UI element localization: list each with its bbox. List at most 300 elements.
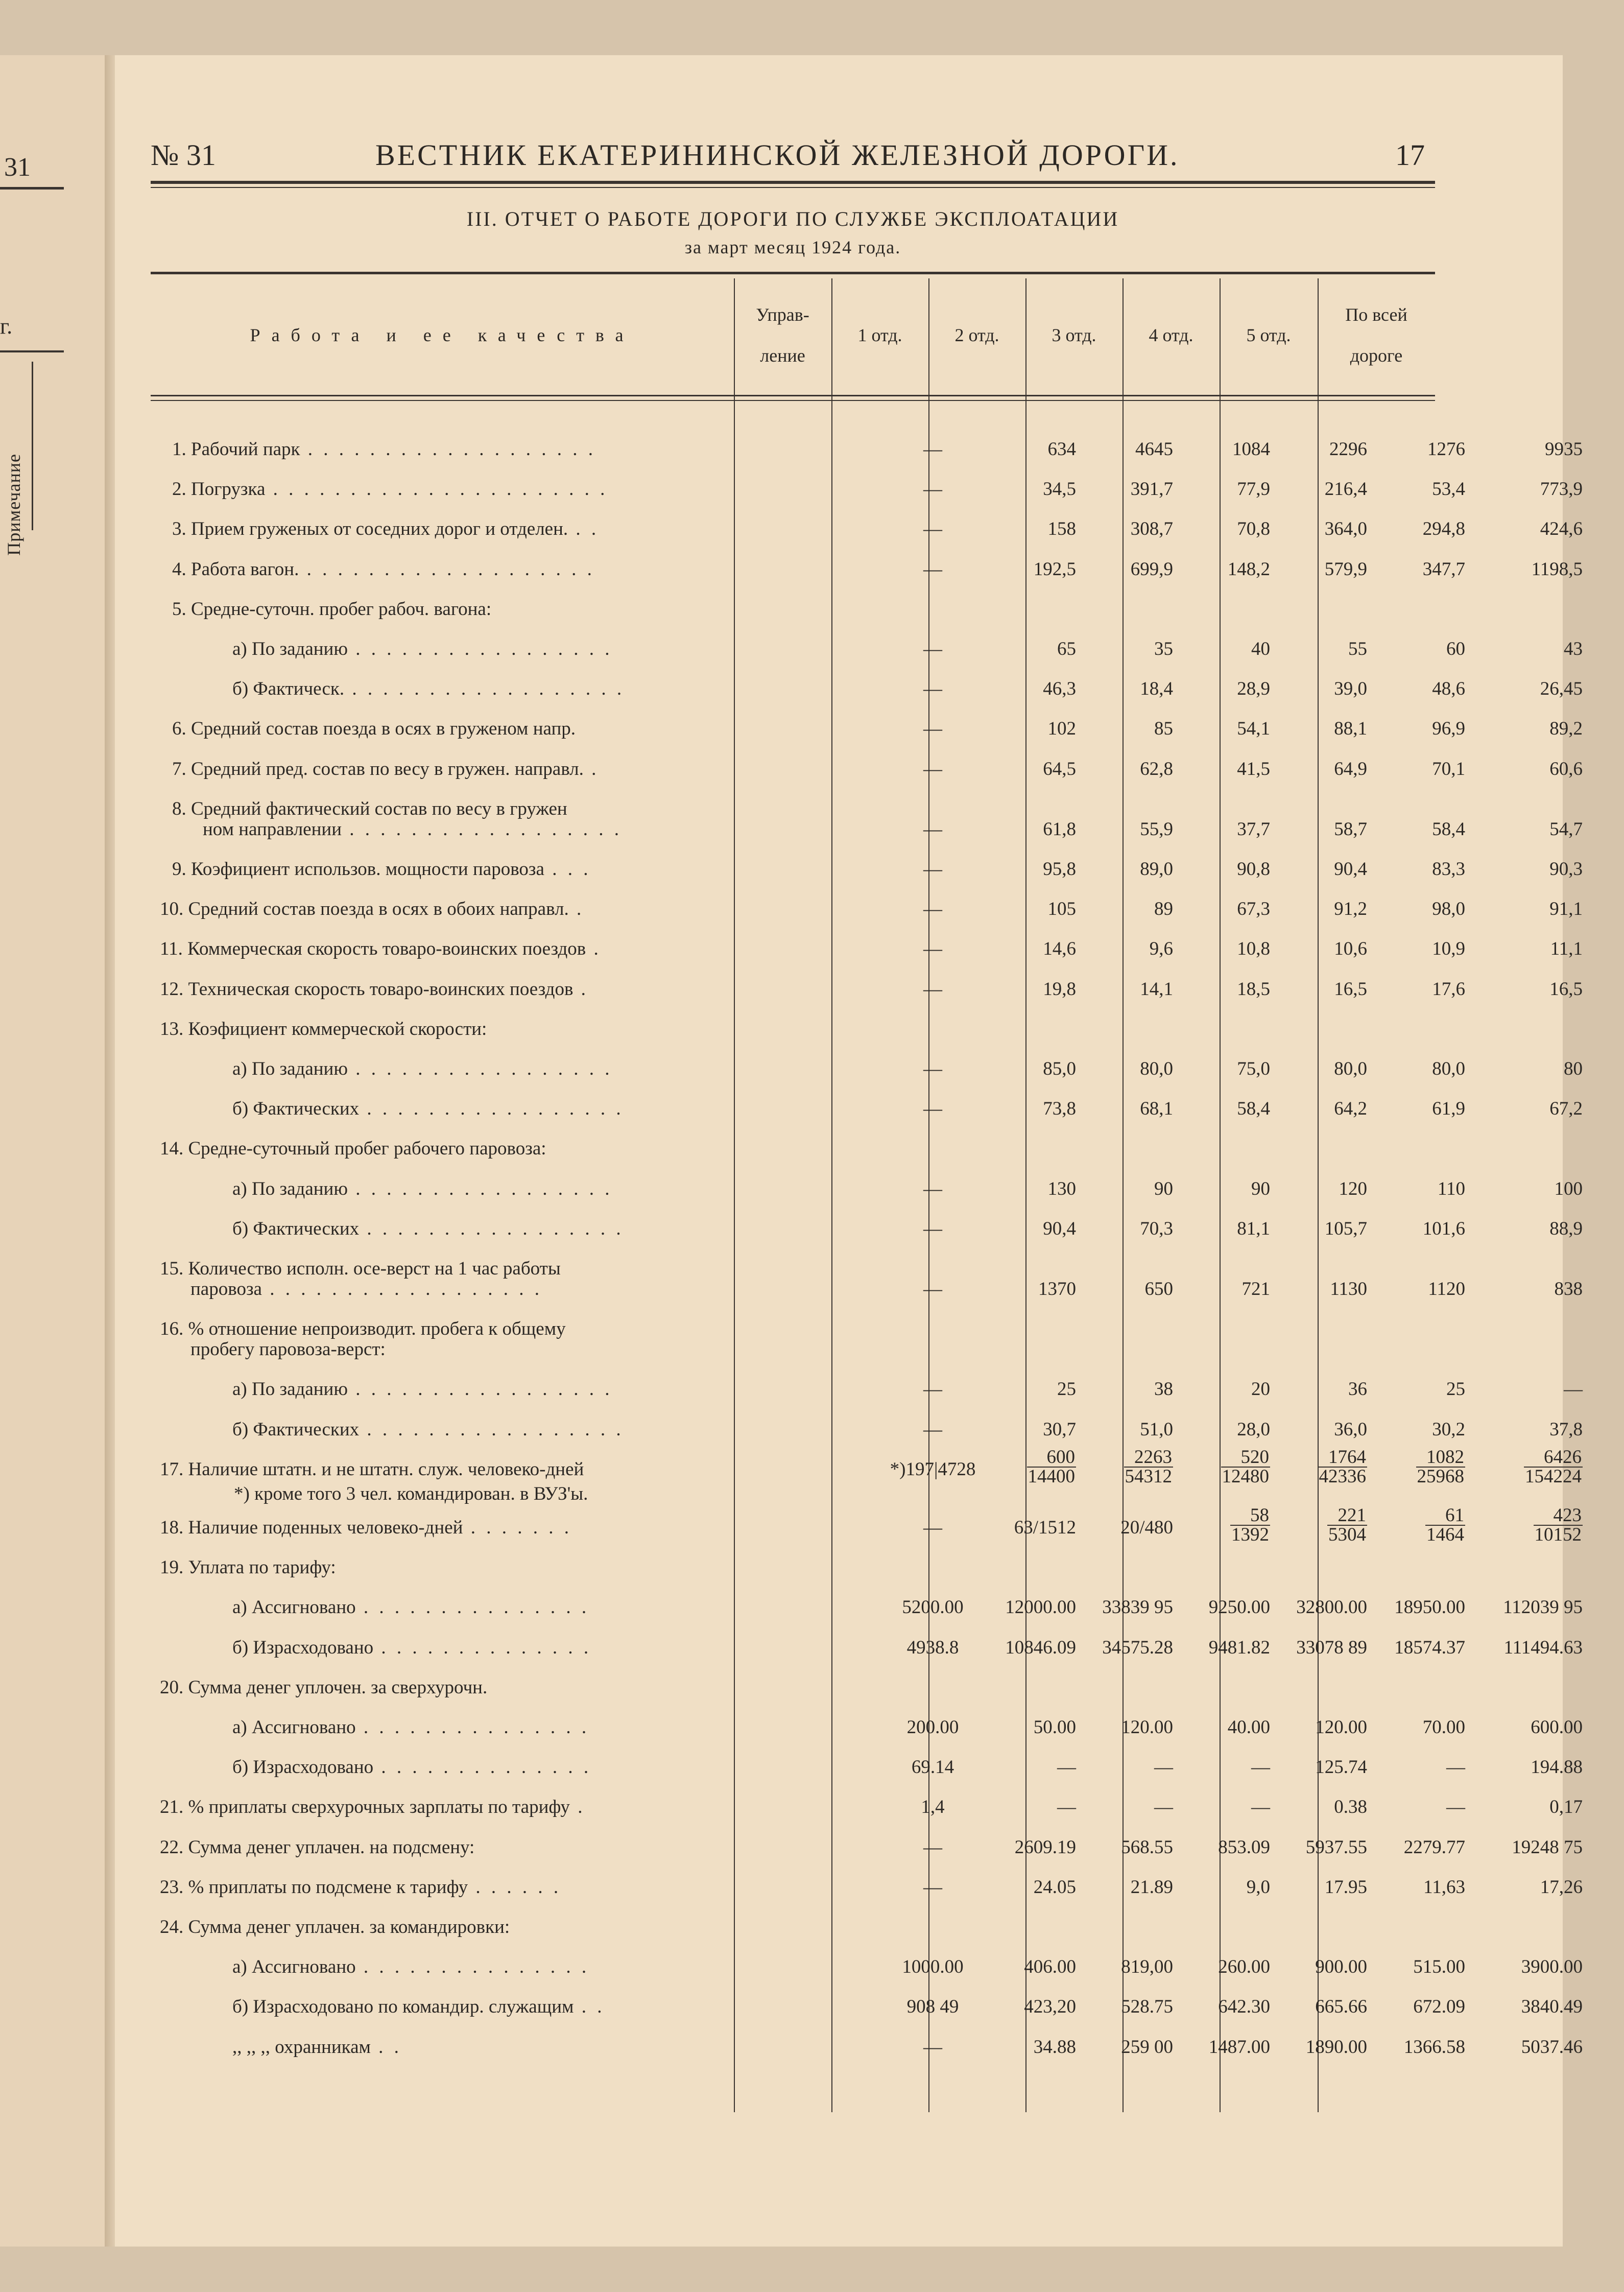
page-header <box>151 138 1435 172</box>
fraction-numerator: 6426 <box>1524 1448 1583 1468</box>
cell-col-2: — <box>1057 1757 1076 1778</box>
cell-col-3: 9,6 <box>1149 938 1173 960</box>
cell-col-6 <box>1372 1506 1465 1545</box>
cell-col-1: — <box>923 899 942 920</box>
cell-col-2: 25 <box>1057 1379 1076 1400</box>
header-separator-thin <box>151 400 1435 401</box>
cell-col-6: 80,0 <box>1432 1058 1465 1079</box>
cell-col-5: 88,1 <box>1334 718 1367 740</box>
row-label-text: 3. Прием груженых от соседних дорог и отделен. <box>172 518 568 540</box>
cell-col-4: — <box>1251 1757 1270 1778</box>
cell-col-7: 194.88 <box>1531 1757 1583 1778</box>
cell-col-7: 5037.46 <box>1521 2036 1583 2058</box>
fraction-numerator: 520 <box>1221 1448 1271 1468</box>
cell-col-7: 100 <box>1554 1178 1583 1199</box>
cell-col-6: 515.00 <box>1413 1956 1465 1978</box>
column-header-5: 4 отд. <box>1149 325 1193 345</box>
row-label <box>160 1319 566 1360</box>
cell-col-4: 9481.82 <box>1208 1637 1270 1658</box>
cell-col-1: — <box>923 1419 942 1440</box>
fraction-denominator: 1464 <box>1426 1524 1464 1545</box>
header-rule-thin <box>151 187 1435 188</box>
row-label <box>232 1099 624 1119</box>
fraction-value <box>1425 1506 1465 1544</box>
fraction-denominator: 54312 <box>1125 1466 1172 1487</box>
cell-col-1: 1000.00 <box>902 1956 964 1978</box>
row-label-text: ,, ,, ,, охранникам <box>232 2036 371 2058</box>
row-label-text: 4. Работа вагон. <box>172 558 299 580</box>
cell-col-3: 80,0 <box>1140 1058 1173 1079</box>
left-mark: г. <box>0 314 13 339</box>
cell-col-2: 12000.00 <box>1005 1597 1076 1618</box>
cell-col-2 <box>984 1448 1076 1487</box>
cell-col-7 <box>1470 1506 1583 1545</box>
cell-col-7: 3900.00 <box>1521 1956 1583 1978</box>
cell-col-2: 73,8 <box>1043 1098 1076 1120</box>
cell-col-4: 18,5 <box>1237 978 1270 1000</box>
cell-col-4 <box>1178 1448 1270 1487</box>
cell-col-7: 838 <box>1554 1279 1583 1299</box>
cell-col-4: 148,2 <box>1227 558 1270 580</box>
cell-col-5: 5937.55 <box>1305 1836 1367 1858</box>
cell-col-6: 101,6 <box>1422 1218 1465 1239</box>
row-label-text-2: ном направлении <box>203 818 342 840</box>
row-label <box>232 2037 402 2058</box>
cell-col-1: — <box>923 1058 942 1079</box>
fraction-denominator: 14400 <box>1028 1466 1075 1487</box>
cell-col-5: 33078 89 <box>1296 1637 1367 1658</box>
cell-col-4: 67,3 <box>1237 899 1270 920</box>
cell-col-3: 528.75 <box>1121 1996 1173 2018</box>
cell-col-1: *)197|4728 <box>890 1458 976 1480</box>
left-rule-2 <box>0 350 64 352</box>
cell-col-7: 600.00 <box>1531 1717 1583 1738</box>
row-label-text: 23. % приплаты по подсмене к тарифу <box>160 1876 468 1898</box>
cell-col-4: 90 <box>1251 1178 1270 1199</box>
cell-col-3: 70,3 <box>1140 1218 1173 1239</box>
leader-dots: . . . . . . . . . . . . . . . <box>355 1956 590 1978</box>
cell-col-1: 4938.8 <box>906 1637 959 1658</box>
cell-col-4: 642.30 <box>1218 1996 1270 2018</box>
cell-col-6: 18950.00 <box>1394 1597 1465 1618</box>
cell-col-7: 88,9 <box>1549 1218 1583 1239</box>
cell-col-4: 75,0 <box>1237 1058 1270 1079</box>
cell-col-5: 55 <box>1348 639 1367 659</box>
issue-number: № 31 <box>151 138 216 172</box>
fraction-numerator: 600 <box>1027 1448 1077 1468</box>
row-label-text: 16. % отношение непроизводит. пробега к общему <box>160 1318 566 1340</box>
row-label-text: 7. Средний пред. состав по весу в гружен. направл. <box>172 758 584 779</box>
fraction-numerator: 2263 <box>1124 1448 1174 1468</box>
fraction-value <box>1318 1448 1368 1486</box>
cell-col-5: 64,9 <box>1334 758 1367 779</box>
cell-col-3: — <box>1154 1797 1173 1818</box>
fraction-denominator: 5304 <box>1328 1524 1366 1545</box>
row-label-text: 8. Средний фактический состав по весу в гружен <box>172 798 567 819</box>
cell-col-5: 1890.00 <box>1305 2036 1367 2058</box>
row-label <box>172 599 491 620</box>
row-label <box>160 1259 561 1299</box>
cell-col-5: 36,0 <box>1334 1419 1367 1440</box>
cell-col-3: 259 00 <box>1121 2036 1173 2058</box>
cell-col-6 <box>1372 1448 1465 1487</box>
cell-col-1: 200.00 <box>906 1717 959 1738</box>
cell-col-5: 1130 <box>1330 1279 1367 1299</box>
cell-col-7: 67,2 <box>1549 1098 1583 1120</box>
cell-col-6: 25 <box>1446 1379 1465 1400</box>
cell-col-3: 18,4 <box>1140 678 1173 700</box>
row-label-text: б) Израсходовано по командир. служащим <box>232 1996 574 2018</box>
row-label-text: б) Фактических <box>232 1218 360 1239</box>
row-label-text: 12. Техническая скорость товаро-воинских поездов <box>160 978 574 1000</box>
row-label-text: 1. Рабочий парк <box>172 439 300 460</box>
cell-col-1: 1,4 <box>921 1797 945 1818</box>
cell-col-7: 17,26 <box>1540 1876 1583 1898</box>
cell-col-5: 39,0 <box>1334 678 1367 700</box>
cell-col-5: 80,0 <box>1334 1058 1367 1079</box>
leader-dots: . . . . . . . . . . . . . . . . . <box>348 639 613 659</box>
leader-dots: . . . . . . . <box>463 1517 572 1538</box>
cell-col-3: 85 <box>1154 718 1173 740</box>
row-label-text: 14. Средне-суточный пробег рабочего паровоза: <box>160 1138 546 1160</box>
leader-dots: . <box>568 899 585 920</box>
fraction-value <box>1027 1448 1077 1486</box>
cell-col-7: 90,3 <box>1549 859 1583 880</box>
fraction-numerator: 1082 <box>1416 1448 1466 1468</box>
cell-col-3: 14,1 <box>1140 978 1173 1000</box>
cell-col-2: 34.88 <box>1033 2036 1076 2058</box>
row-label <box>232 1420 624 1440</box>
cell-col-6: — <box>1446 1797 1465 1818</box>
cell-col-2: 105 <box>1047 899 1076 920</box>
row-label <box>160 899 584 919</box>
row-label <box>172 759 599 779</box>
column-header-4: 3 отд. <box>1052 325 1096 345</box>
cell-col-4: 28,9 <box>1237 678 1270 700</box>
cell-col-3: 568.55 <box>1121 1836 1173 1858</box>
cell-col-7: 89,2 <box>1549 718 1583 740</box>
row-label <box>232 1179 613 1199</box>
cell-col-1: — <box>923 938 942 960</box>
cell-col-5: 120 <box>1339 1178 1367 1199</box>
report-period: за март месяц 1924 года. <box>684 237 901 257</box>
column-header-2: 1 отд. <box>857 325 902 345</box>
cell-col-3: 20/480 <box>1120 1517 1173 1538</box>
cell-col-4: — <box>1251 1797 1270 1818</box>
cell-col-2: 10846.09 <box>1005 1637 1076 1658</box>
cell-col-6: 61,9 <box>1432 1098 1465 1120</box>
cell-col-1: — <box>923 1178 942 1199</box>
cell-col-2: 14,6 <box>1043 938 1076 960</box>
leader-dots: . . . . . . <box>468 1876 562 1898</box>
cell-col-3 <box>1081 1448 1173 1487</box>
row-label-text: б) Израсходовано <box>232 1757 374 1778</box>
cell-col-6: 70,1 <box>1432 758 1465 779</box>
cell-col-6: 10,9 <box>1432 938 1465 960</box>
cell-col-3: 89 <box>1154 899 1173 920</box>
cell-col-2: 24.05 <box>1033 1876 1076 1898</box>
fraction-value <box>1524 1448 1583 1486</box>
cell-col-6: 70.00 <box>1422 1717 1465 1738</box>
cell-col-5: 32800.00 <box>1296 1597 1367 1618</box>
cell-col-4: 54,1 <box>1237 718 1270 740</box>
row-label <box>232 679 625 699</box>
cell-col-1: — <box>923 1379 942 1400</box>
cell-col-4: 9250.00 <box>1208 1597 1270 1618</box>
cell-col-3: 34575.28 <box>1102 1637 1173 1658</box>
cell-col-5: 120.00 <box>1315 1717 1367 1738</box>
fraction-numerator: 423 <box>1534 1506 1583 1526</box>
row-label-text: 19. Уплата по тарифу: <box>160 1557 336 1578</box>
cell-col-3: 38 <box>1154 1379 1173 1400</box>
cell-col-1: — <box>923 1836 942 1858</box>
cell-col-5 <box>1275 1448 1367 1487</box>
cell-col-6: 1276 <box>1427 439 1465 460</box>
column-line <box>831 278 832 2112</box>
cell-col-5: 125.74 <box>1315 1757 1367 1778</box>
row-label-text: а) По заданию <box>232 1178 348 1199</box>
row-label-text: 21. % приплаты сверхурочных зарплаты по тарифу <box>160 1797 570 1818</box>
cell-col-1: — <box>923 639 942 659</box>
table-top-rule <box>151 272 1435 274</box>
row-label-text-2: паровоза <box>190 1279 262 1299</box>
cell-col-2: 19,8 <box>1043 978 1076 1000</box>
fraction-value <box>1534 1506 1583 1544</box>
cell-col-4: 70,8 <box>1237 518 1270 540</box>
left-note-label: Примечание <box>4 454 24 556</box>
cell-col-6: 96,9 <box>1432 718 1465 740</box>
leader-dots: . . . <box>544 859 591 880</box>
cell-col-7: 9935 <box>1545 439 1583 460</box>
header-rule <box>151 181 1435 184</box>
cell-col-2: 65 <box>1057 639 1076 659</box>
cell-col-5: 90,4 <box>1334 859 1367 880</box>
cell-col-5: 17.95 <box>1324 1876 1367 1898</box>
cell-col-1: — <box>923 479 942 500</box>
header-separator <box>151 395 1435 396</box>
cell-col-1: — <box>923 439 942 460</box>
leader-dots: . . . . . . . . . . . . . . . . . <box>359 1218 624 1239</box>
cell-col-4: 40 <box>1251 639 1270 659</box>
cell-col-3: 90 <box>1154 1178 1173 1199</box>
cell-col-7: — <box>1564 1379 1583 1400</box>
cell-col-3: 650 <box>1144 1279 1173 1299</box>
cell-col-2: 192,5 <box>1033 558 1076 580</box>
fraction-numerator: 221 <box>1327 1506 1367 1526</box>
cell-col-4: 90,8 <box>1237 859 1270 880</box>
cell-col-7: 91,1 <box>1549 899 1583 920</box>
cell-col-4: 9,0 <box>1246 1876 1270 1898</box>
row-label-text: а) Ассигновано <box>232 1956 356 1978</box>
cell-col-4: 853.09 <box>1218 1836 1270 1858</box>
row-label-text: 15. Количество исполн. осе-верст на 1 час работы <box>160 1258 561 1279</box>
cell-col-1: — <box>923 1279 942 1299</box>
row-label <box>172 439 596 460</box>
column-header-0: Работа и ее качества <box>250 325 635 345</box>
cell-col-2: 423,20 <box>1024 1996 1076 2018</box>
cell-col-2: 50.00 <box>1033 1717 1076 1738</box>
leader-dots: . . . . . . . . . . . . . . . . . <box>359 1098 624 1120</box>
fraction-denominator: 12480 <box>1222 1466 1269 1487</box>
row-label <box>172 719 576 739</box>
row-label-text: 2. Погрузка <box>172 479 266 500</box>
cell-col-1: — <box>923 1517 942 1538</box>
column-line <box>734 278 735 2112</box>
cell-col-5: 36 <box>1348 1379 1367 1400</box>
cell-col-1: — <box>923 2036 942 2058</box>
cell-col-4: 77,9 <box>1237 479 1270 500</box>
cell-col-7: 111494.63 <box>1503 1637 1583 1658</box>
cell-col-7: 112039 95 <box>1503 1597 1583 1618</box>
row-label <box>232 1717 589 1738</box>
cell-col-3: 62,8 <box>1140 758 1173 779</box>
cell-col-2: 406.00 <box>1024 1956 1076 1978</box>
cell-col-2: 61,8 <box>1043 818 1076 840</box>
row-label <box>232 1219 624 1239</box>
row-label-text: 11. Коммерческая скорость товаро-воинских поездов <box>160 938 586 960</box>
cell-col-4 <box>1178 1506 1270 1545</box>
fraction-denominator: 1392 <box>1231 1524 1269 1545</box>
row-label <box>160 1837 474 1858</box>
cell-col-5: 900.00 <box>1315 1956 1367 1978</box>
cell-col-6: 60 <box>1446 639 1465 659</box>
row-label-text: а) По заданию <box>232 1379 348 1400</box>
cell-col-1: — <box>923 558 942 580</box>
row-label <box>232 639 613 659</box>
cell-col-5: 579,9 <box>1324 558 1367 580</box>
cell-col-3: 120.00 <box>1121 1717 1173 1738</box>
leader-dots: . . . . . . . . . . . . . . . <box>355 1597 590 1618</box>
cell-col-4: 10,8 <box>1237 938 1270 960</box>
cell-col-7: 60,6 <box>1549 758 1583 779</box>
row-label <box>160 1917 510 1937</box>
cell-col-5: 0.38 <box>1334 1797 1367 1818</box>
row-label <box>160 1459 584 1480</box>
leader-dots: . . <box>568 518 600 540</box>
row-label <box>232 1597 589 1618</box>
cell-col-3: 55,9 <box>1140 818 1173 840</box>
cell-col-5: 216,4 <box>1324 479 1367 500</box>
cell-col-6: 17,6 <box>1432 978 1465 1000</box>
cell-col-1: — <box>923 818 942 840</box>
cell-col-1: — <box>923 758 942 779</box>
row-label-text: 20. Сумма денег уплочен. за сверхурочн. <box>160 1676 488 1698</box>
cell-col-4: 1487.00 <box>1208 2036 1270 2058</box>
row-label-text: 9. Коэфициент использов. мощности паровоза <box>172 859 544 880</box>
row-label-text: 18. Наличие поденных человеко-дней <box>160 1517 463 1538</box>
cell-col-2: 1370 <box>1038 1279 1076 1299</box>
cell-col-6: 2279.77 <box>1403 1836 1465 1858</box>
row-label <box>160 939 602 959</box>
cell-col-2: 64,5 <box>1043 758 1076 779</box>
row-label-text: 13. Коэфициент коммерческой скорости: <box>160 1018 487 1039</box>
cell-col-4: 1084 <box>1232 439 1270 460</box>
row-label-text: а) Ассигновано <box>232 1717 356 1738</box>
fraction-value <box>1221 1448 1271 1486</box>
cell-col-4: 40.00 <box>1227 1717 1270 1738</box>
cell-col-5: 16,5 <box>1334 978 1367 1000</box>
cell-col-5: 64,2 <box>1334 1098 1367 1120</box>
row-label <box>160 1797 585 1817</box>
cell-col-3: 68,1 <box>1140 1098 1173 1120</box>
leader-dots: . . . . . . . . . . . . . . . . . . <box>261 1279 542 1299</box>
cell-col-2: 30,7 <box>1043 1419 1076 1440</box>
cell-col-4: 260.00 <box>1218 1956 1270 1978</box>
row-label-text: б) Фактических <box>232 1419 360 1440</box>
cell-col-4: 81,1 <box>1237 1218 1270 1239</box>
cell-col-7: 80 <box>1564 1058 1583 1079</box>
leader-dots: . . . . . . . . . . . . . . . . . . . . . . <box>265 479 608 500</box>
leader-dots: . . . . . . . . . . . . . . <box>373 1757 592 1778</box>
cell-col-6: 48,6 <box>1432 678 1465 700</box>
left-page-number: 31 <box>4 153 31 182</box>
cell-col-7: 1198,5 <box>1531 558 1583 580</box>
page-number: 17 <box>1395 138 1425 172</box>
cell-col-5: 91,2 <box>1334 899 1367 920</box>
cell-col-5: 10,6 <box>1334 938 1367 960</box>
row-label-text: 10. Средний состав поезда в осях в обоих направл. <box>160 899 569 920</box>
cell-col-7: 16,5 <box>1549 978 1583 1000</box>
cell-col-6: 347,7 <box>1422 558 1465 580</box>
leader-dots: . . <box>574 1996 605 2018</box>
cell-col-7: 3840.49 <box>1521 1996 1583 2018</box>
row-label-text-2: пробегу паровоза-верст: <box>190 1339 386 1360</box>
cell-col-3: 699,9 <box>1130 558 1173 580</box>
cell-col-7: 0,17 <box>1549 1797 1583 1818</box>
cell-col-5: 665.66 <box>1315 1996 1367 2018</box>
row-label <box>160 1139 546 1159</box>
cell-col-6: 294,8 <box>1422 518 1465 540</box>
cell-col-6: 98,0 <box>1432 899 1465 920</box>
cell-col-3: 33839 95 <box>1102 1597 1173 1618</box>
cell-col-6: 53,4 <box>1432 479 1465 500</box>
report-title: III. ОТЧЕТ О РАБОТЕ ДОРОГИ ПО СЛУЖБЕ ЭКСПЛОАТАЦИИ <box>466 207 1119 230</box>
column-header-3: 2 отд. <box>954 325 999 345</box>
fraction-value <box>1327 1506 1367 1544</box>
leader-dots: . . . . . . . . . . . . . . . . . <box>348 1058 613 1079</box>
cell-col-7: 43 <box>1564 639 1583 659</box>
cell-col-1: — <box>923 678 942 700</box>
cell-col-4: 58,4 <box>1237 1098 1270 1120</box>
fraction-value <box>1230 1506 1270 1544</box>
leader-dots: . <box>583 758 600 779</box>
cell-col-6: — <box>1446 1757 1465 1778</box>
row-label <box>232 1757 591 1778</box>
cell-col-1: — <box>923 518 942 540</box>
cell-col-4: 28,0 <box>1237 1419 1270 1440</box>
cell-col-1: — <box>923 978 942 1000</box>
cell-col-7: 424,6 <box>1540 518 1583 540</box>
cell-col-2: 46,3 <box>1043 678 1076 700</box>
left-rule <box>0 187 64 190</box>
cell-col-5: 58,7 <box>1334 818 1367 840</box>
cell-col-6: 110 <box>1437 1178 1465 1199</box>
cell-col-6: 1366.58 <box>1403 2036 1465 2058</box>
cell-col-4: 20 <box>1251 1379 1270 1400</box>
row-label <box>172 479 608 500</box>
cell-col-4: 37,7 <box>1237 818 1270 840</box>
leader-dots: . . . . . . . . . . . . . . . . . . <box>342 818 622 840</box>
row-label <box>232 1059 613 1079</box>
cell-col-6: 18574.37 <box>1394 1637 1465 1658</box>
cell-col-3: — <box>1154 1757 1173 1778</box>
cell-col-4: 721 <box>1241 1279 1270 1299</box>
row-label <box>160 1677 487 1698</box>
row-label <box>232 1997 605 2017</box>
cell-col-5 <box>1275 1506 1367 1545</box>
row-label <box>160 1877 561 1898</box>
row-label <box>232 1638 591 1658</box>
